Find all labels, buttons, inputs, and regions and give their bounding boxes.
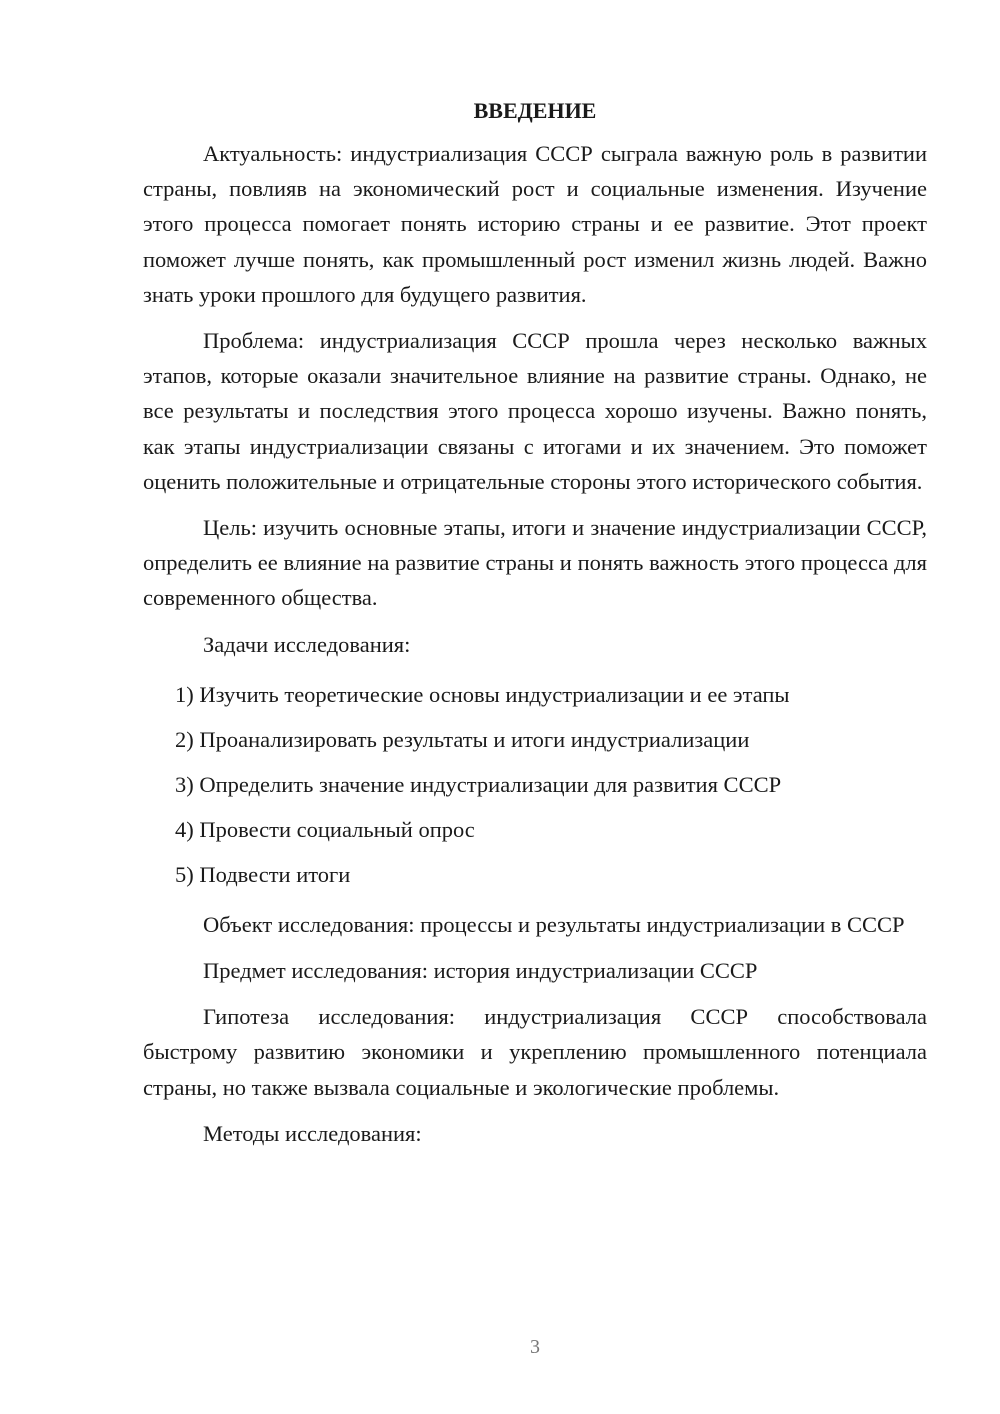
- task-item: 4) Провести социальный опрос: [175, 816, 475, 842]
- goal-paragraph: Цель: изучить основные этапы, итоги и значение индустриализации СССР, определить ее влияние на развитие страны и понять важность этого процесса для современного общества.: [143, 515, 927, 611]
- task-item: 1) Изучить теоретические основы индустриализации и ее этапы: [175, 681, 790, 707]
- task-item: 3) Определить значение индустриализации для развития СССР: [175, 771, 782, 797]
- subject-paragraph: Предмет исследования: история индустриализации СССР: [203, 958, 758, 984]
- relevance-paragraph: Актуальность: индустриализация СССР сыграла важную роль в развитии страны, повлияв на экономический рост и социальные изменения. Изучение этого процесса помогает понять историю страны и ее развитие. Этот проект поможет лучше понять, как промышленный рост изменил жизнь людей. Важно знать уроки прошлого для будущего развития.: [143, 141, 927, 307]
- hypothesis-paragraph: Гипотеза исследования: индустриализация СССР способствовала быстрому развитию экономики и укреплению промышленного потенциала страны, но также вызвала социальные и экологические проблемы.: [143, 1004, 927, 1100]
- tasks-list: [143, 672, 927, 897]
- page-content: [143, 96, 927, 1162]
- tasks-heading: Задачи исследования:: [203, 631, 411, 657]
- object-paragraph: Объект исследования: процессы и результаты индустриализации в СССР: [203, 911, 905, 937]
- problem-paragraph: Проблема: индустриализация СССР прошла через несколько важных этапов, которые оказали значительное влияние на развитие страны. Однако, не все результаты и последствия этого процесса хорошо изучены. Важно понять, как этапы индустриализации связаны с итогами и их значением. Это поможет оценить положительные и отрицательные стороны этого исторического события.: [143, 328, 927, 494]
- task-item: 2) Проанализировать результаты и итоги индустриализации: [175, 726, 750, 752]
- page-number: 3: [530, 1336, 540, 1358]
- section-title: ВВЕДЕНИЕ: [473, 98, 597, 123]
- methods-heading: Методы исследования:: [203, 1120, 422, 1146]
- task-item: 5) Подвести итоги: [175, 861, 351, 887]
